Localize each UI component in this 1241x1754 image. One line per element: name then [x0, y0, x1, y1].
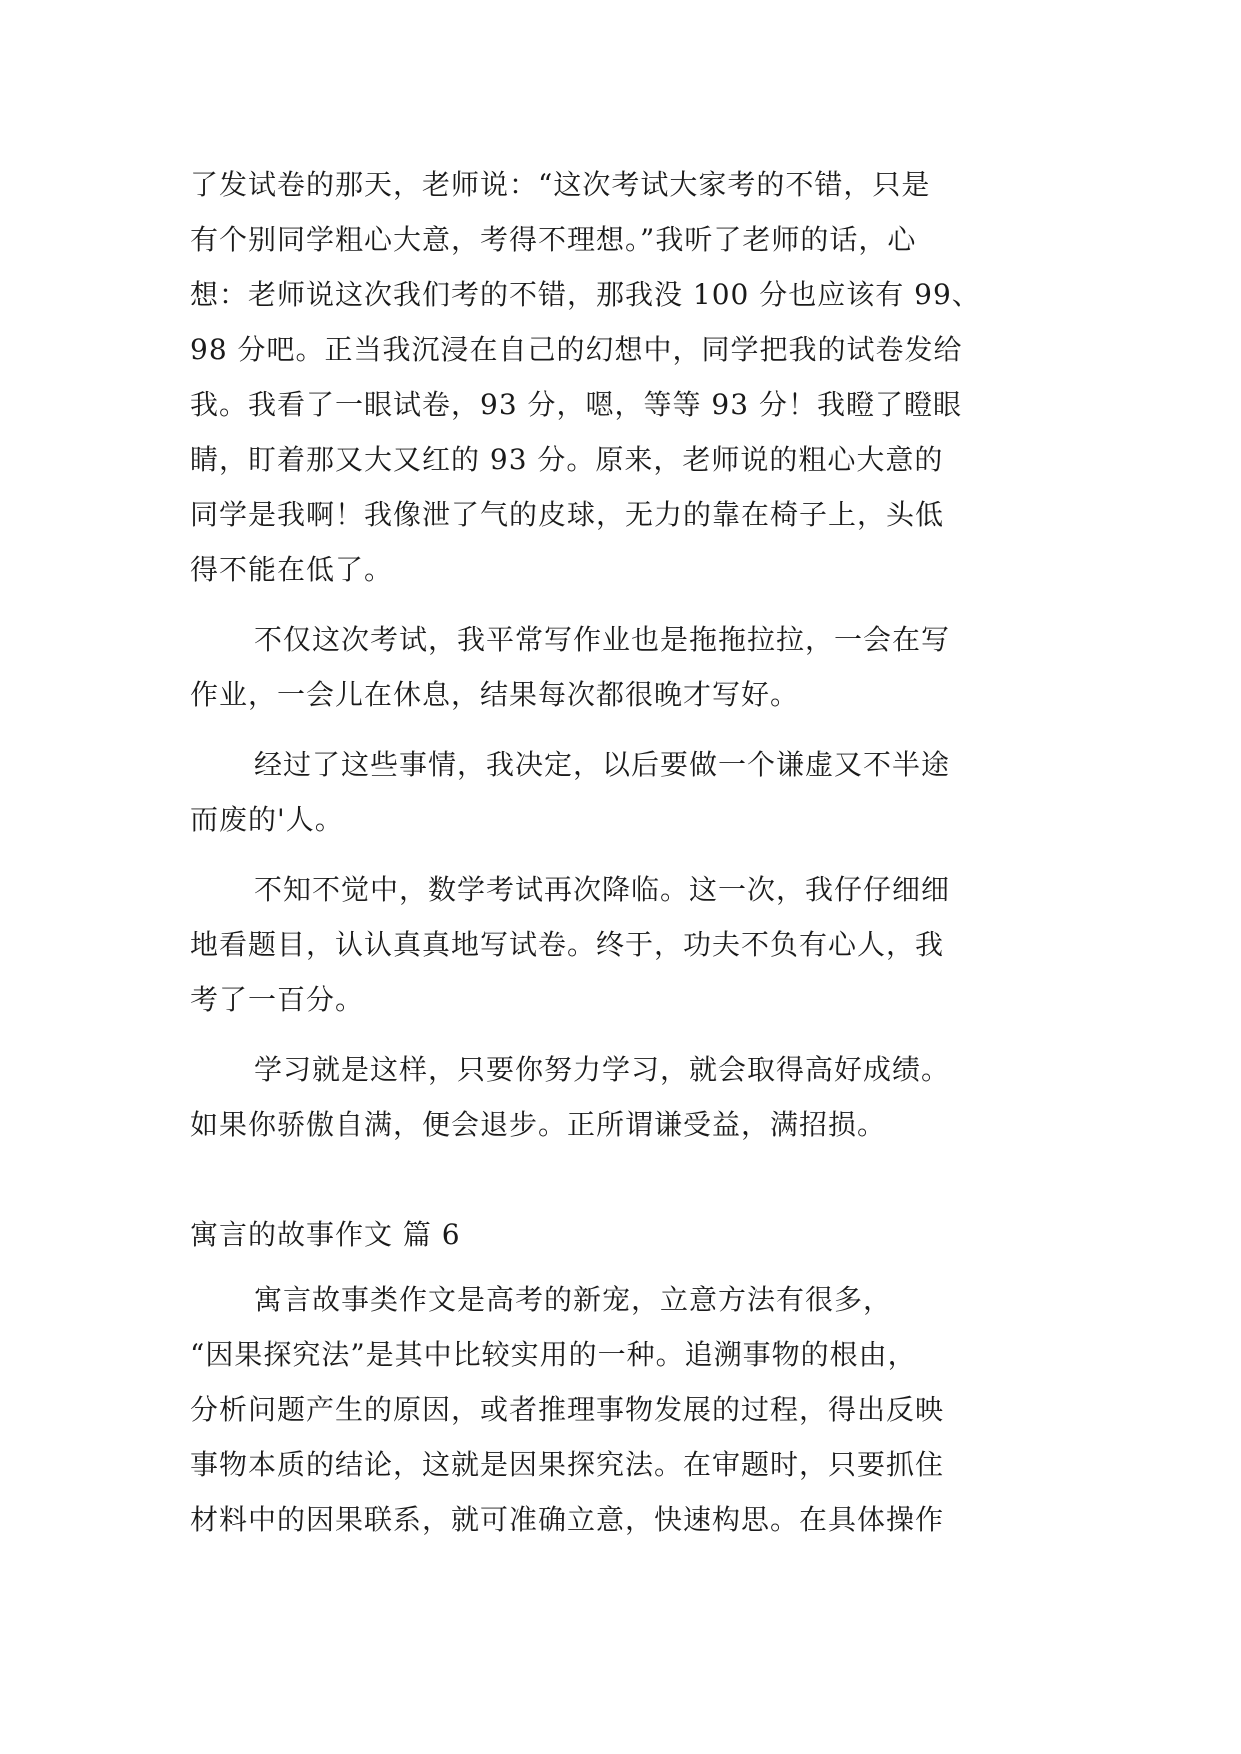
paragraph-line: 材料中的因果联系，就可准确立意，快速构思。在具体操作	[190, 1503, 945, 1536]
paragraph-line: 如果你骄傲自满，便会退步。正所谓谦受益，满招损。	[190, 1108, 887, 1141]
paragraph-line: 经过了这些事情，我决定，以后要做一个谦虚又不半途	[254, 748, 951, 781]
paragraph-line: “因果探究法”是其中比较实用的一种。追溯事物的根由，	[190, 1338, 917, 1371]
section-heading: 寓言的故事作文 篇 6	[190, 1218, 461, 1251]
paragraph-line: 想：老师说这次我们考的不错，那我没 100 分也应该有 99、	[190, 278, 981, 311]
paragraph-line: 分析问题产生的原因，或者推理事物发展的过程，得出反映	[190, 1393, 945, 1426]
paragraph-line: 不知不觉中，数学考试再次降临。这一次，我仔仔细细	[254, 873, 951, 906]
paragraph-line: 我。我看了一眼试卷，93 分，嗯，等等 93 分！我瞪了瞪眼	[190, 388, 962, 421]
paragraph-line: 作业，一会儿在休息，结果每次都很晚才写好。	[190, 678, 800, 711]
paragraph-line: 不仅这次考试，我平常写作业也是拖拖拉拉，一会在写	[254, 623, 951, 656]
paragraph-line: 了发试卷的那天，老师说：“这次考试大家考的不错，只是	[190, 168, 931, 201]
paragraph-line: 学习就是这样，只要你努力学习，就会取得高好成绩。	[254, 1053, 951, 1086]
paragraph-line: 寓言故事类作文是高考的新宠，立意方法有很多，	[254, 1283, 893, 1316]
paragraph-line: 而废的'人。	[190, 803, 344, 836]
paragraph-line: 地看题目，认认真真地写试卷。终于，功夫不负有心人，我	[190, 928, 945, 961]
paragraph-line: 同学是我啊！我像泄了气的皮球，无力的靠在椅子上，头低	[190, 498, 945, 531]
paragraph-line: 考了一百分。	[190, 983, 365, 1016]
paragraph-line: 得不能在低了。	[190, 553, 394, 586]
paragraph-line: 睛，盯着那又大又红的 93 分。原来，老师说的粗心大意的	[190, 443, 944, 476]
paragraph-line: 有个别同学粗心大意，考得不理想。”我听了老师的话，心	[190, 223, 917, 256]
paragraph-line: 98 分吧。正当我沉浸在自己的幻想中，同学把我的试卷发给	[190, 333, 963, 366]
paragraph-line: 事物本质的结论，这就是因果探究法。在审题时，只要抓住	[190, 1448, 945, 1481]
